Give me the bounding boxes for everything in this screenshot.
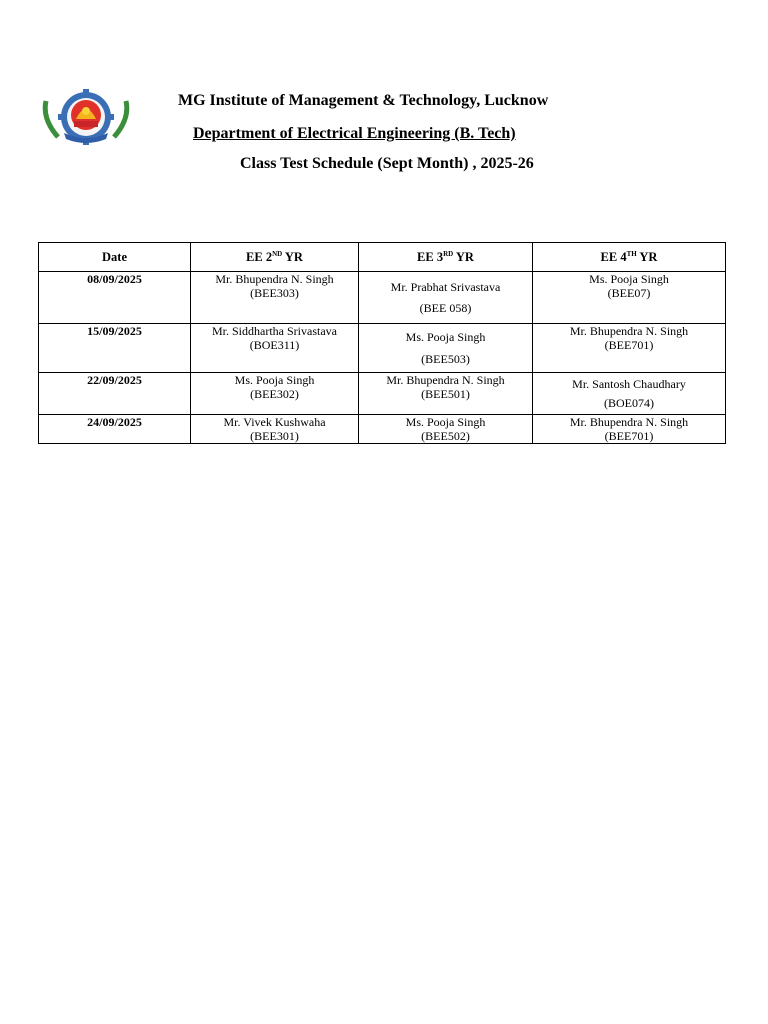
table-header-row [39,243,726,272]
header-date: Date [39,243,191,272]
subject-code: (BEE501) [421,387,470,401]
teacher-name: Mr. Vivek Kushwaha [223,415,326,429]
subject-code: (BOE074) [604,396,654,410]
subject-code: (BEE303) [250,286,299,300]
teacher-name: Mr. Santosh Chaudhary [572,377,686,391]
ee-4th-yr-cell [533,373,726,415]
teacher-name: Mr. Prabhat Srivastava [390,280,501,294]
ee-3rd-yr-cell [359,373,533,415]
college-emblem-icon [38,89,134,145]
date-cell: 08/09/2025 [39,272,191,324]
subject-code: (BEE502) [421,429,470,443]
subject-code: (BEE503) [421,352,470,366]
subject-code: (BEE07) [607,286,651,300]
header-ee-2nd-yr-suffix: YR [282,250,303,264]
teacher-name: Mr. Siddhartha Srivastava [212,324,337,338]
header-ee-2nd-yr [191,243,359,272]
teacher-name: Ms. Pooja Singh [234,373,315,387]
schedule-title: Class Test Schedule (Sept Month) , 2025-26 [240,155,534,172]
teacher-name: Ms. Pooja Singh [405,330,486,344]
ee-2nd-yr-cell [191,272,359,324]
header-ee-3rd-yr-prefix: EE 3 [417,250,444,264]
teacher-name: Ms. Pooja Singh [405,415,486,429]
header-ee-4th-yr-prefix: EE 4 [600,250,627,264]
header-ee-2nd-yr-sup: ND [272,249,283,258]
table-row [39,415,726,444]
subject-code: (BEE701) [604,338,654,352]
ee-4th-yr-cell [533,415,726,444]
header-ee-4th-yr-sup: TH [626,249,637,258]
teacher-name: Mr. Bhupendra N. Singh [569,415,689,429]
header-ee-4th-yr-suffix: YR [636,250,658,264]
institute-name: MG Institute of Management & Technology, Lucknow [178,92,549,109]
ee-2nd-yr-cell [191,373,359,415]
teacher-name: Mr. Bhupendra N. Singh [386,373,505,387]
header-ee-4th-yr [533,243,726,272]
teacher-name: Mr. Bhupendra N. Singh [215,272,334,286]
header-ee-3rd-yr [359,243,533,272]
subject-code: (BEE301) [250,429,299,443]
ee-3rd-yr-cell [359,415,533,444]
ee-2nd-yr-cell [191,415,359,444]
subject-code: (BEE 058) [419,301,472,315]
table-row [39,272,726,324]
header-ee-3rd-yr-suffix: YR [453,250,474,264]
subject-code: (BOE311) [249,338,300,352]
ee-2nd-yr-cell [191,324,359,373]
table-row [39,324,726,373]
subject-code: (BEE302) [250,387,299,401]
teacher-name: Mr. Bhupendra N. Singh [569,324,689,338]
class-test-schedule-table [38,242,726,444]
ee-3rd-yr-cell [359,272,533,324]
date-cell: 24/09/2025 [39,415,191,444]
subject-code: (BEE701) [604,429,654,443]
table-row [39,373,726,415]
department-name: Department of Electrical Engineering (B. Tech) [193,125,516,142]
ee-4th-yr-cell [533,324,726,373]
date-cell: 22/09/2025 [39,373,191,415]
header-ee-2nd-yr-prefix: EE 2 [246,250,273,264]
header-ee-3rd-yr-sup: RD [443,249,454,258]
ee-4th-yr-cell [533,272,726,324]
ee-3rd-yr-cell [359,324,533,373]
teacher-name: Ms. Pooja Singh [589,272,669,286]
date-cell: 15/09/2025 [39,324,191,373]
